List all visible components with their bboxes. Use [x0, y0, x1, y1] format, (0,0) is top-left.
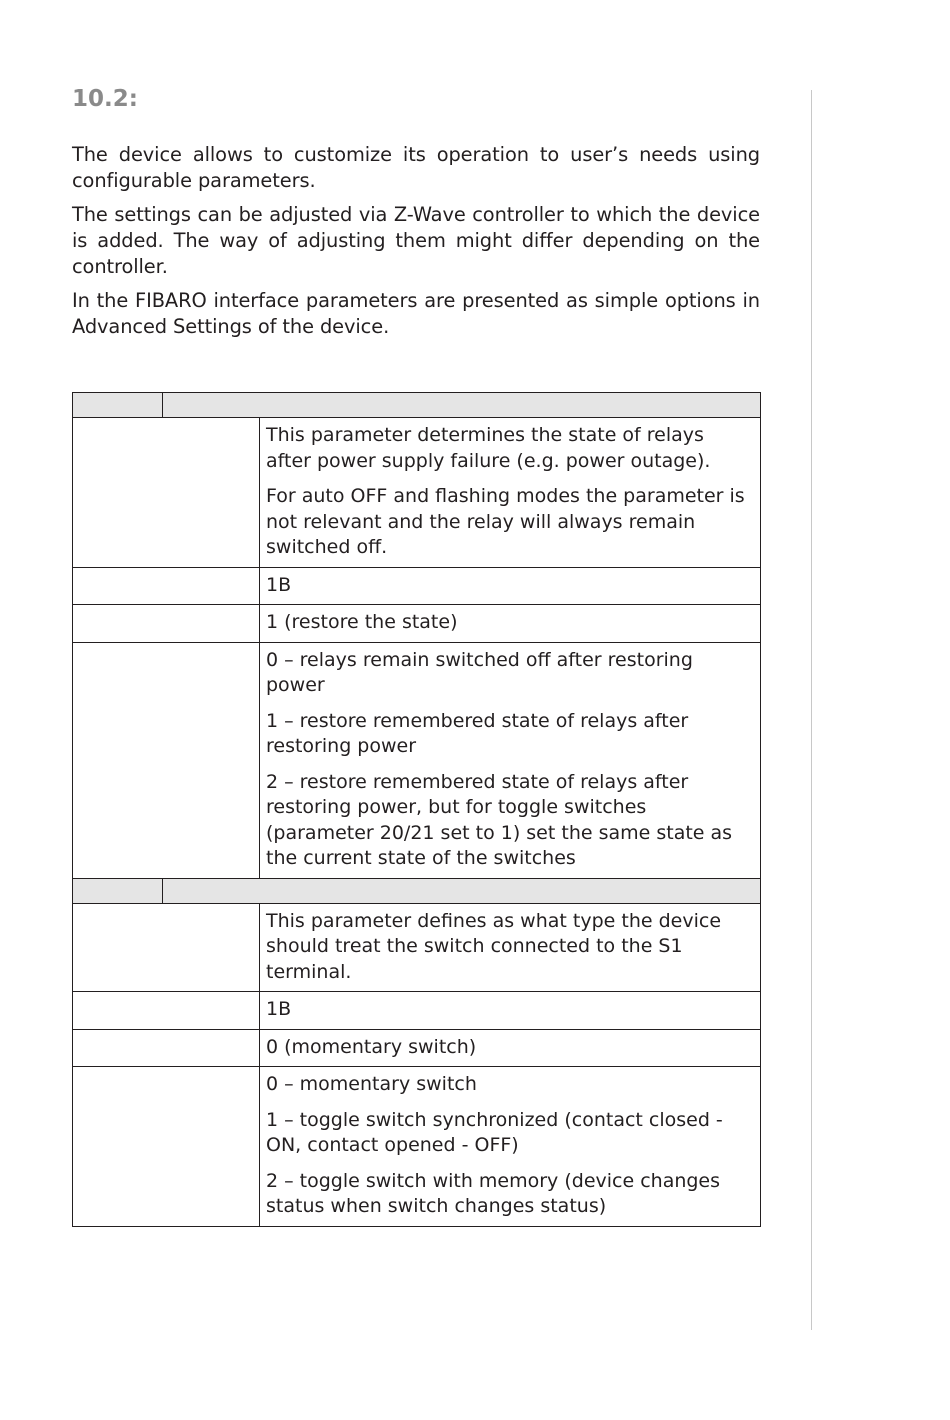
- parameter-description-row: [73, 418, 761, 568]
- description-text: For auto OFF and flashing modes the parameter is not relevant and the relay will always remain switched off.: [266, 485, 745, 558]
- description-text: This parameter determines the state of relays after power supply failure (e.g. power outage).: [266, 424, 711, 472]
- parameter-description-row: [73, 903, 761, 992]
- section-number: 10.2:: [72, 86, 138, 112]
- description-cell: [260, 903, 761, 992]
- parameter-number-cell: [73, 878, 163, 903]
- default-label-cell: [73, 605, 260, 643]
- parameter-size-row: [73, 992, 761, 1030]
- value-option: 2 – toggle switch with memory (device changes status when switch changes status): [266, 1169, 721, 1217]
- description-label-cell: [73, 903, 260, 992]
- parameter-values-row: [73, 1067, 761, 1227]
- size-value: 1B: [260, 567, 761, 605]
- parameter-default-row: [73, 1029, 761, 1067]
- values-label-cell: [73, 1067, 260, 1227]
- parameter-default-row: [73, 605, 761, 643]
- value-option: 2 – restore remembered state of relays after restoring power, but for toggle switches (parameter 20/21 set to 1) set the same state as the current state of the switches: [266, 770, 733, 869]
- parameter-header-row: [73, 878, 761, 903]
- intro-text: [72, 142, 760, 348]
- description-text: This parameter defines as what type the device should treat the switch connected to the S1 terminal.: [266, 909, 722, 983]
- values-cell: [260, 1067, 761, 1227]
- parameter-name-cell: [163, 878, 761, 903]
- intro-paragraph: The settings can be adjusted via Z-Wave controller to which the device is added. The way of adjusting them might differ depending on the controller.: [72, 203, 760, 278]
- value-option: 1 – toggle switch synchronized (contact closed - ON, contact opened - OFF): [266, 1108, 723, 1156]
- value-option: 1 – restore remembered state of relays after restoring power: [266, 709, 689, 757]
- parameter-name-cell: [163, 393, 761, 418]
- default-value: 1 (restore the state): [260, 605, 761, 643]
- values-label-cell: [73, 642, 260, 878]
- description-cell: [260, 418, 761, 568]
- default-value: 0 (momentary switch): [260, 1029, 761, 1067]
- size-label-cell: [73, 992, 260, 1030]
- description-label-cell: [73, 418, 260, 568]
- value-option: 0 – relays remain switched off after restoring power: [266, 648, 693, 696]
- default-label-cell: [73, 1029, 260, 1067]
- parameters-table: [72, 392, 761, 1227]
- intro-paragraph: In the FIBARO interface parameters are presented as simple options in Advanced Settings of the device.: [72, 289, 760, 338]
- size-value: 1B: [260, 992, 761, 1030]
- intro-paragraph: The device allows to customize its operation to user’s needs using configurable parameters.: [72, 143, 760, 192]
- parameter-values-row: [73, 642, 761, 878]
- margin-divider: [811, 90, 812, 1330]
- size-label-cell: [73, 567, 260, 605]
- parameter-size-row: [73, 567, 761, 605]
- values-cell: [260, 642, 761, 878]
- parameter-header-row: [73, 393, 761, 418]
- parameter-number-cell: [73, 393, 163, 418]
- value-option: 0 – momentary switch: [266, 1073, 477, 1095]
